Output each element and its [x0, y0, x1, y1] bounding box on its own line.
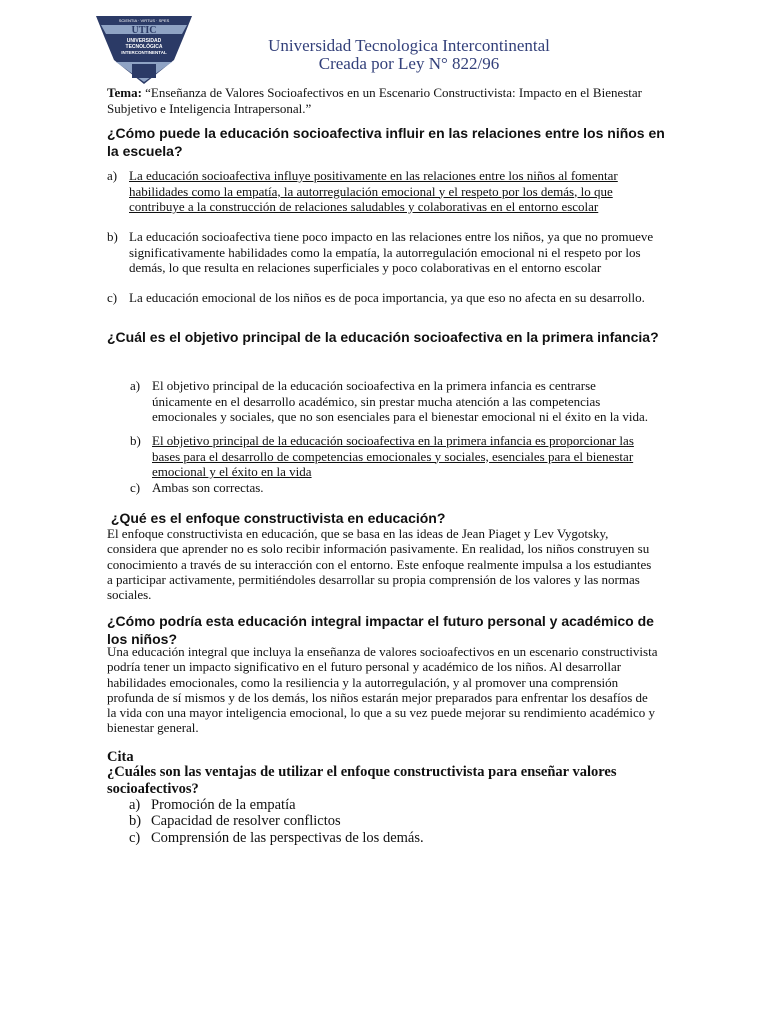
- topic-label: Tema:: [107, 85, 142, 100]
- option-text: El objetivo principal de la educación socioafectiva en la primera infancia es proporcionar las bases para el desarrollo de competencias emocionales y sociales, esenciales para el bienestar emocional y el éxito en la vida: [152, 433, 634, 479]
- option-text: El objetivo principal de la educación socioafectiva en la primera infancia es centrarse únicamente en el desarrollo académico, sin prestar mucha atención a las competencias emocionales y sociales, que no son esenciales para el bienestar emocional ni el éxito en la vida.: [152, 378, 648, 424]
- option-mark: c): [129, 830, 141, 846]
- q2-option-a: [130, 378, 655, 438]
- option-text: Promoción de la empatía: [151, 797, 296, 813]
- university-name: Universidad Tecnologica Intercontinental: [268, 36, 550, 55]
- option-mark: b): [130, 433, 141, 448]
- q2-option-b: [130, 433, 655, 480]
- option-text: Capacidad de resolver conflictos: [151, 813, 341, 829]
- q5-option-c: [129, 830, 629, 846]
- topic: [107, 85, 667, 116]
- svg-text:TECNOLÓGICA: TECNOLÓGICA: [125, 44, 163, 50]
- option-mark: c): [107, 290, 118, 305]
- q1-option-a: [107, 168, 667, 228]
- option-mark: a): [130, 378, 141, 393]
- svg-text:UNIVERSIDAD: UNIVERSIDAD: [126, 38, 162, 44]
- question-2: ¿Cuál es el objetivo principal de la educación socioafectiva en la primera infancia?: [107, 329, 659, 345]
- q1-option-b: [107, 229, 667, 289]
- cita-heading: Cita: [107, 749, 134, 765]
- option-text: Comprensión de las perspectivas de los demás.: [151, 830, 424, 846]
- answer-3: El enfoque constructivista en educación, que se basa en las ideas de Jean Piaget y Lev Vygotsky, considera que aprender no es solo recibir información pasivamente. En realidad, los niños construyen su conocimiento a través de su interacción con el entorno. Este enfoque realmente impulsa a los estudiantes a participar activamente, permitiéndoles desarrollar su propia comprensión de los valores y las normas sociales.: [107, 526, 652, 603]
- svg-text:INTERCONTINENTAL: INTERCONTINENTAL: [121, 50, 167, 55]
- option-mark: c): [130, 480, 141, 495]
- option-mark: b): [107, 229, 118, 244]
- q5-option-b: [129, 813, 629, 829]
- q1-option-c: [107, 290, 667, 322]
- option-text: La educación emocional de los niños es de poca importancia, ya que eso no afecta en su desarrollo.: [129, 290, 645, 305]
- option-mark: b): [129, 813, 142, 829]
- question-4: ¿Cómo podría esta educación integral impactar el futuro personal y académico de los niños?: [107, 613, 654, 647]
- question-1: ¿Cómo puede la educación socioafectiva influir en las relaciones entre los niños en la escuela?: [107, 125, 665, 159]
- answer-4: Una educación integral que incluya la enseñanza de valores socioafectivos en un escenario constructivista podría tener un impacto significativo en el futuro personal y académico de los niños. Al desarrollar habilidades emocionales, como la resiliencia y la autorregulación, y al promover una comprensión profunda de sí mismos y de los demás, los niños estarán mejor preparados para enfrentar los desafíos de la vida con una mayor inteligencia emocional, lo que a su vez puede mejorar su rendimiento académico y bienestar general.: [107, 644, 658, 736]
- creation-law: Creada por Ley N° 822/96: [318, 54, 500, 73]
- option-mark: a): [107, 168, 118, 183]
- topic-text: “Enseñanza de Valores Socioafectivos en un Escenario Constructivista: Impacto en el Bienestar Subjetivo e Inteligencia Intrapersonal.”: [107, 85, 642, 116]
- svg-text:UTIC: UTIC: [131, 25, 157, 36]
- option-text: La educación socioafectiva tiene poco impacto en las relaciones entre los niños, ya que no promueve significativamente habilidades como la empatía, la autorregulación emocional ni el respeto por los demás, lo que resulta en relaciones superficiales y poco colaborativas en el entorno escolar: [129, 229, 654, 275]
- question-5: ¿Cuáles son las ventajas de utilizar el enfoque constructivista para enseñar valores socioafectivos?: [107, 764, 617, 797]
- option-text: Ambas son correctas.: [152, 480, 264, 495]
- q2-option-c: [130, 480, 655, 496]
- option-text: La educación socioafectiva influye positivamente en las relaciones entre los niños al fomentar habilidades como la empatía, la autorregulación emocional y el respeto por los demás, lo que contribuye a la construcción de relaciones saludables y colaborativas en el entorno escolar: [129, 168, 618, 214]
- question-3: ¿Qué es el enfoque constructivista en educación?: [107, 510, 446, 526]
- svg-text:SCIENTIA · VIRTUS · SPES: SCIENTIA · VIRTUS · SPES: [118, 18, 170, 23]
- option-mark: a): [129, 797, 141, 813]
- q5-option-a: [129, 797, 629, 813]
